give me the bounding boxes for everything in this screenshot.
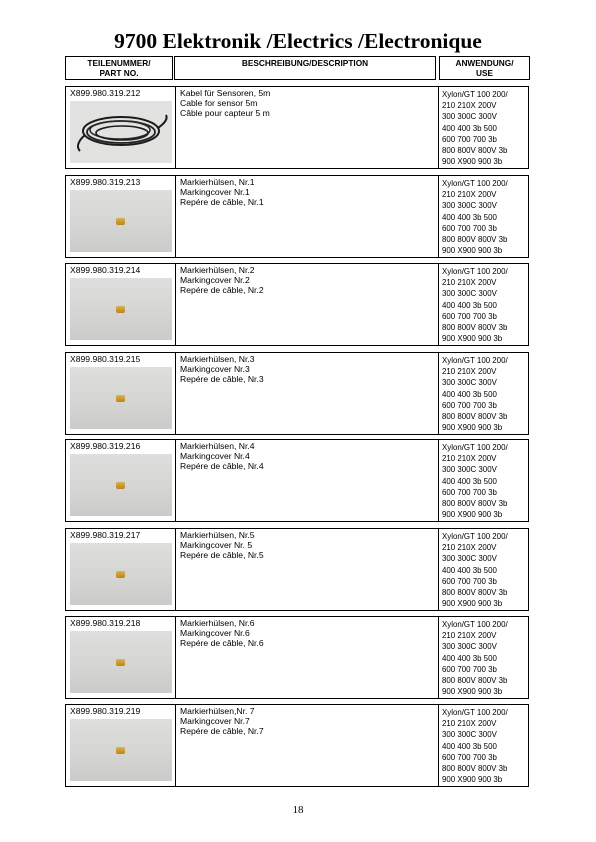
use-line: 300 300C 300V xyxy=(442,112,497,122)
use-line: 600 700 700 3b xyxy=(442,223,497,233)
use-cell xyxy=(438,616,529,699)
table-row xyxy=(65,175,530,258)
part-cell xyxy=(65,439,176,522)
use-cell xyxy=(438,352,529,435)
marking-sleeve-icon xyxy=(116,659,125,666)
description-cell xyxy=(175,263,439,346)
use-line: 900 X900 900 3b xyxy=(442,334,503,344)
marking-sleeve-icon xyxy=(116,395,125,402)
page-title: 9700 Elektronik /Electrics /Electronique xyxy=(114,29,482,53)
use-cell xyxy=(438,704,529,787)
table-row xyxy=(65,704,530,787)
table-row xyxy=(65,528,530,611)
description-line: Repére de câble, Nr.2 xyxy=(180,284,264,295)
use-line: 400 400 3b 500 xyxy=(442,741,497,751)
use-line: 210 210X 200V xyxy=(442,454,497,464)
header-use-line1: ANWENDUNG/ xyxy=(455,58,514,68)
description-cell xyxy=(175,616,439,699)
description-cell xyxy=(175,86,439,169)
use-cell xyxy=(438,528,529,611)
description-line: Markingcover Nr.3 xyxy=(180,363,250,374)
use-line: 210 210X 200V xyxy=(442,190,497,200)
use-line: 900 X900 900 3b xyxy=(442,687,503,697)
use-cell xyxy=(438,263,529,346)
header-part-no-line2: PART NO. xyxy=(99,68,139,78)
part-number: X899.980.319.214 xyxy=(70,265,141,275)
use-line: 800 800V 800V 3b xyxy=(442,676,508,686)
table-header xyxy=(65,56,530,80)
use-line: 400 400 3b 500 xyxy=(442,389,497,399)
table-row xyxy=(65,263,530,346)
header-description-label: BESCHREIBUNG/DESCRIPTION xyxy=(241,58,369,68)
use-line: 300 300C 300V xyxy=(442,378,497,388)
part-cell xyxy=(65,86,176,169)
use-line: Xylon/GT 100 200/ xyxy=(442,267,508,276)
description-cell xyxy=(175,439,439,522)
use-line: Xylon/GT 100 200/ xyxy=(442,179,508,188)
use-line: 600 700 700 3b xyxy=(442,752,497,762)
marking-sleeve-icon xyxy=(116,571,125,578)
part-number: X899.980.319.215 xyxy=(70,354,141,364)
description-line: Kabel für Sensoren, 5m xyxy=(180,88,271,98)
use-line: 800 800V 800V 3b xyxy=(442,323,508,333)
marking-cover-photo xyxy=(70,278,172,340)
use-line: 600 700 700 3b xyxy=(442,134,497,144)
use-line: Xylon/GT 100 200/ xyxy=(442,532,508,541)
use-line: 800 800V 800V 3b xyxy=(442,499,508,509)
part-number: X899.980.319.217 xyxy=(70,530,141,540)
page-number: 18 xyxy=(292,804,304,816)
use-cell xyxy=(438,175,529,258)
description-line: Markingcover Nr.6 xyxy=(180,627,250,638)
marking-cover-photo xyxy=(70,631,172,693)
use-line: 600 700 700 3b xyxy=(442,311,497,321)
header-description xyxy=(174,56,436,80)
use-line: 210 210X 200V xyxy=(442,719,497,729)
marking-sleeve-icon xyxy=(116,747,125,754)
use-line: 210 210X 200V xyxy=(442,278,497,288)
description-line: Repére de câble, Nr.5 xyxy=(180,549,264,560)
use-line: 800 800V 800V 3b xyxy=(442,588,508,598)
description-line: Repére de câble, Nr.3 xyxy=(180,373,264,384)
use-line: 600 700 700 3b xyxy=(442,576,497,586)
use-line: Xylon/GT 100 200/ xyxy=(442,356,508,365)
marking-cover-photo xyxy=(70,543,172,605)
use-line: 900 X900 900 3b xyxy=(442,510,503,520)
part-cell xyxy=(65,263,176,346)
use-cell xyxy=(438,439,529,522)
part-cell xyxy=(65,704,176,787)
description-line: Markingcover Nr.7 xyxy=(180,715,250,726)
part-cell xyxy=(65,352,176,435)
use-line: 800 800V 800V 3b xyxy=(442,764,508,774)
use-line: Xylon/GT 100 200/ xyxy=(442,620,508,629)
use-line: 400 400 3b 500 xyxy=(442,123,497,133)
part-cell xyxy=(65,528,176,611)
use-line: 800 800V 800V 3b xyxy=(442,146,508,156)
description-line: Markierhülsen, Nr.5 xyxy=(180,530,255,540)
description-line: Markingcover Nr.2 xyxy=(180,274,250,285)
description-line: Markingcover Nr. 5 xyxy=(180,539,253,550)
use-line: 300 300C 300V xyxy=(442,289,497,299)
description-line: Markierhülsen, Nr.1 xyxy=(180,177,255,187)
marking-cover-photo xyxy=(70,454,172,516)
use-line: 210 210X 200V xyxy=(442,543,497,553)
description-line: Markierhülsen, Nr.6 xyxy=(180,618,255,628)
description-line: Repére de câble, Nr.6 xyxy=(180,637,264,648)
use-line: 210 210X 200V xyxy=(442,631,497,641)
description-line: Cable for sensor 5m xyxy=(180,97,258,108)
use-line: 300 300C 300V xyxy=(442,730,497,740)
description-cell xyxy=(175,352,439,435)
marking-sleeve-icon xyxy=(116,482,125,489)
use-line: 400 400 3b 500 xyxy=(442,565,497,575)
description-line: Repére de câble, Nr.1 xyxy=(180,196,264,207)
use-line: 400 400 3b 500 xyxy=(442,300,497,310)
part-cell xyxy=(65,175,176,258)
use-line: 400 400 3b 500 xyxy=(442,653,497,663)
part-number: X899.980.319.213 xyxy=(70,177,141,187)
use-line: 400 400 3b 500 xyxy=(442,212,497,222)
description-cell xyxy=(175,704,439,787)
use-line: 600 700 700 3b xyxy=(442,664,497,674)
table-row xyxy=(65,352,530,435)
marking-sleeve-icon xyxy=(116,218,125,225)
use-line: 400 400 3b 500 xyxy=(442,476,497,486)
table-row xyxy=(65,86,530,169)
description-line: Markingcover Nr.4 xyxy=(180,450,250,461)
use-line: Xylon/GT 100 200/ xyxy=(442,708,508,717)
use-line: 600 700 700 3b xyxy=(442,487,497,497)
use-line: Xylon/GT 100 200/ xyxy=(442,90,508,99)
header-part-no-line1: TEILENUMMER/ xyxy=(87,58,151,68)
description-line: Markierhülsen,Nr. 7 xyxy=(180,706,255,716)
use-line: 210 210X 200V xyxy=(442,101,497,111)
sensor-cable-photo xyxy=(70,101,172,163)
use-line: 300 300C 300V xyxy=(442,642,497,652)
use-line: 600 700 700 3b xyxy=(442,400,497,410)
use-line: 300 300C 300V xyxy=(442,554,497,564)
use-line: 900 X900 900 3b xyxy=(442,775,503,785)
use-line: 900 X900 900 3b xyxy=(442,599,503,609)
part-number: X899.980.319.218 xyxy=(70,618,141,628)
table-row xyxy=(65,439,530,522)
header-use xyxy=(439,56,530,80)
use-line: 900 X900 900 3b xyxy=(442,246,503,256)
use-line: 800 800V 800V 3b xyxy=(442,412,508,422)
description-line: Markierhülsen, Nr.3 xyxy=(180,354,255,364)
description-line: Repére de câble, Nr.4 xyxy=(180,460,264,471)
use-line: 900 X900 900 3b xyxy=(442,423,503,433)
description-line: Repére de câble, Nr.7 xyxy=(180,725,264,736)
description-line: Markierhülsen, Nr.4 xyxy=(180,441,255,451)
use-line: 800 800V 800V 3b xyxy=(442,235,508,245)
table-row xyxy=(65,616,530,699)
part-number: X899.980.319.212 xyxy=(70,88,141,98)
part-number: X899.980.319.216 xyxy=(70,441,141,451)
use-line: 300 300C 300V xyxy=(442,465,497,475)
marking-cover-photo xyxy=(70,190,172,252)
description-cell xyxy=(175,528,439,611)
part-cell xyxy=(65,616,176,699)
part-number: X899.980.319.219 xyxy=(70,706,141,716)
header-use-line2: USE xyxy=(475,68,494,78)
marking-cover-photo xyxy=(70,367,172,429)
marking-cover-photo xyxy=(70,719,172,781)
use-line: 210 210X 200V xyxy=(442,367,497,377)
use-line: 300 300C 300V xyxy=(442,201,497,211)
use-line: Xylon/GT 100 200/ xyxy=(442,443,508,452)
use-line: 900 X900 900 3b xyxy=(442,157,503,167)
description-line: Câble pour capteur 5 m xyxy=(180,107,270,118)
use-cell xyxy=(438,86,529,169)
description-line: Markingcover Nr.1 xyxy=(180,186,250,197)
marking-sleeve-icon xyxy=(116,306,125,313)
description-cell xyxy=(175,175,439,258)
description-line: Markierhülsen, Nr.2 xyxy=(180,265,255,275)
header-part-no xyxy=(65,56,173,80)
